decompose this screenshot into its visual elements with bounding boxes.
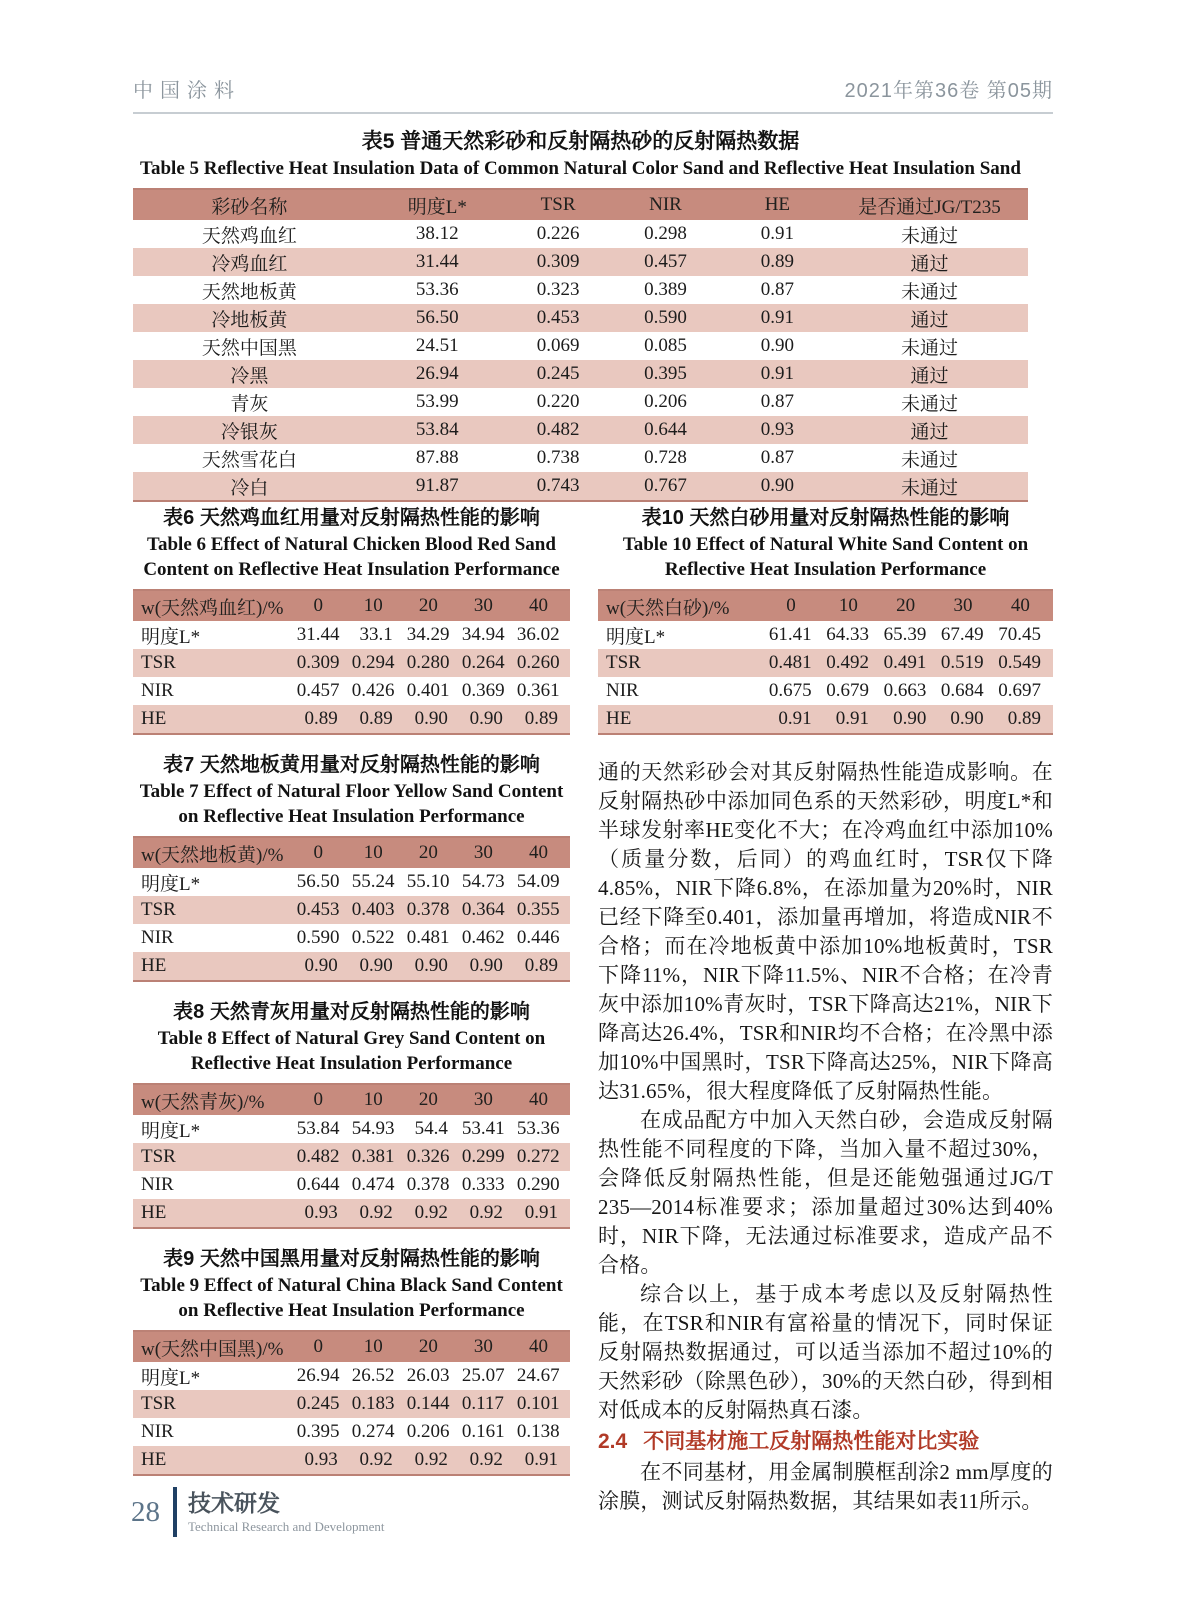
table-cell: 61.41 [768, 624, 812, 645]
column-header: 10 [350, 590, 405, 621]
table-header-row [598, 590, 1053, 621]
table-cell: 53.36 [516, 1118, 560, 1139]
table-row [133, 1390, 570, 1418]
table-cell: 0.264 [460, 649, 515, 677]
column-header: NIR [607, 189, 723, 220]
table-cell: 0.679 [826, 680, 869, 701]
column-header: 40 [515, 1084, 570, 1115]
table-cell: 天然雪花白 [201, 449, 297, 471]
table-cell: 0.663 [883, 680, 927, 701]
table7-section [133, 752, 570, 982]
table-cell: 36.02 [516, 624, 560, 645]
column-header: w(天然青灰)/% [133, 1084, 295, 1115]
table-cell: 0.457 [296, 680, 340, 701]
table-cell: 冷银灰 [133, 416, 366, 444]
table-cell: 0.426 [351, 680, 395, 701]
table-cell: 0.381 [350, 1143, 405, 1171]
table-cell: 0.220 [536, 391, 580, 412]
table-row [133, 649, 570, 677]
table-cell: 0.684 [940, 680, 984, 701]
column-header: w(天然地板黄)/% [133, 837, 295, 868]
table-row [133, 332, 1028, 360]
page-number: 28 [131, 1495, 160, 1528]
table-cell: HE [133, 952, 295, 981]
table-cell: 26.52 [351, 1365, 395, 1386]
table-cell: 0.644 [296, 1174, 340, 1195]
table-cell: 明度L* [606, 626, 666, 648]
table-cell: 87.88 [415, 447, 459, 468]
table-cell: 0.481 [766, 649, 823, 677]
table-cell: 26.94 [296, 1365, 340, 1386]
table-cell: 53.84 [296, 1118, 340, 1139]
table-cell: 天然中国黑 [201, 337, 297, 359]
paragraph: 在不同基材，用金属制膜框刮涂2 mm厚度的涂膜，测试反射隔热数据，其结果如表11所示。 [598, 1460, 1053, 1513]
table-cell: 0.481 [406, 927, 450, 948]
column-header: 0 [295, 1084, 350, 1115]
table-row [598, 621, 1053, 649]
table-cell: 通过 [831, 248, 1028, 276]
table10-title-en: Table 10 Effect of Natural White Sand Content on Reflective Heat Insulation Performance [622, 534, 1029, 580]
table-cell: HE [598, 705, 766, 734]
column-header: 30 [460, 1331, 515, 1362]
table-cell: 0.89 [295, 705, 350, 734]
table-cell: 0.91 [760, 223, 794, 244]
table-cell: 0.91 [724, 360, 831, 388]
column-header: 30 [460, 590, 515, 621]
table-cell: 34.94 [461, 624, 505, 645]
table-cell: 0.549 [996, 649, 1053, 677]
table-cell: 0.323 [536, 279, 580, 300]
table-cell: 0.743 [509, 472, 607, 501]
table-cell: 0.90 [295, 952, 350, 981]
table-cell: 冷地板黄 [133, 304, 366, 332]
table-cell: 0.364 [460, 896, 515, 924]
table-cell: 0.89 [724, 248, 831, 276]
table-cell: 0.90 [760, 335, 794, 356]
table-cell: HE [133, 1199, 295, 1228]
table-cell: 通过 [831, 360, 1028, 388]
table9-title-en: Table 9 Effect of Natural China Black Sand Content on Reflective Heat Insulation Performance [140, 1275, 563, 1321]
table-cell: 24.67 [516, 1365, 560, 1386]
table-cell: HE [133, 705, 295, 734]
table-cell: 53.41 [461, 1118, 505, 1139]
table-row [133, 1143, 570, 1171]
table-cell: 天然鸡血红 [201, 225, 297, 247]
table-row [133, 1418, 570, 1446]
column-header: 20 [405, 1331, 460, 1362]
table-cell: 天然地板黄 [201, 281, 297, 303]
table-cell: 0.290 [516, 1174, 560, 1195]
table-cell: 未通过 [901, 393, 959, 415]
journal-name: 中国涂料 [133, 80, 241, 102]
column-header: 20 [405, 1084, 460, 1115]
table-cell: 0.93 [295, 1199, 350, 1228]
table-cell: 53.36 [415, 279, 459, 300]
table-cell: 0.355 [515, 896, 570, 924]
table-cell: 0.91 [824, 705, 881, 734]
table-cell: 0.482 [295, 1143, 350, 1171]
table-cell: TSR [133, 896, 295, 924]
table-cell: 0.90 [460, 952, 515, 981]
table-cell: 0.309 [509, 248, 607, 276]
table-cell: 0.675 [768, 680, 812, 701]
table-header-row [133, 189, 1028, 220]
article-body [598, 758, 1053, 1516]
table-cell: 0.92 [405, 1446, 460, 1475]
table-cell: 0.87 [760, 447, 794, 468]
table-row [133, 677, 570, 705]
table-cell: 55.24 [351, 871, 395, 892]
table-cell: 31.44 [366, 248, 509, 276]
table-row [133, 248, 1028, 276]
table-cell: 54.09 [516, 871, 560, 892]
column-header: 20 [405, 590, 460, 621]
table-cell: 55.10 [406, 871, 450, 892]
table-cell: 0.89 [350, 705, 405, 734]
issue-info: 2021年第36卷 第05期 [844, 80, 1053, 102]
table8-title-zh: 表8 天然青灰用量对反射隔热性能的影响 [173, 1001, 530, 1023]
column-header: 40 [515, 837, 570, 868]
table-cell: 0.361 [516, 680, 560, 701]
table-cell: 0.206 [406, 1421, 450, 1442]
column-header: 0 [295, 590, 350, 621]
table-cell: 0.378 [406, 1174, 450, 1195]
column-header: 0 [295, 1331, 350, 1362]
table-cell: 0.90 [405, 952, 460, 981]
table9-section [133, 1246, 570, 1476]
table-cell: TSR [598, 649, 766, 677]
column-header: 30 [938, 590, 995, 621]
table-cell: 0.92 [405, 1199, 460, 1228]
table-cell: 0.90 [350, 952, 405, 981]
table-cell: 53.84 [366, 416, 509, 444]
table-cell: 0.89 [515, 952, 570, 981]
column-header: 彩砂名称 [133, 189, 366, 220]
table-cell: 未通过 [901, 225, 959, 247]
table-cell: 冷白 [133, 472, 366, 501]
table-cell: NIR [606, 680, 639, 701]
table-cell: 0.206 [644, 391, 687, 412]
section-number: 2.4 [598, 1430, 628, 1453]
column-header: 10 [350, 1331, 405, 1362]
column-header: HE [724, 189, 831, 220]
table-cell: 65.39 [883, 624, 927, 645]
column-header: w(天然鸡血红)/% [133, 590, 295, 621]
table-cell: 0.226 [536, 223, 580, 244]
table-cell: 0.274 [351, 1421, 395, 1442]
column-header: 10 [824, 590, 881, 621]
table-cell: 0.117 [460, 1390, 515, 1418]
table-cell: 0.90 [460, 705, 515, 734]
table-cell: 0.395 [296, 1421, 340, 1442]
table-cell: 70.45 [998, 624, 1041, 645]
table-cell: 通过 [831, 304, 1028, 332]
table-header-row [133, 1331, 570, 1362]
table-cell: 0.245 [295, 1390, 350, 1418]
column-header: TSR [509, 189, 607, 220]
table-row [133, 952, 570, 981]
table-row [133, 220, 1028, 248]
table-row [133, 276, 1028, 304]
column-header: 40 [515, 590, 570, 621]
section-heading [598, 1426, 1053, 1457]
table-cell: 0.90 [881, 705, 938, 734]
column-header: 20 [881, 590, 938, 621]
table-cell: 0.767 [607, 472, 723, 501]
table-cell: 0.294 [350, 649, 405, 677]
table-cell: 56.50 [366, 304, 509, 332]
table-cell: 0.326 [405, 1143, 460, 1171]
column-header: 20 [405, 837, 460, 868]
table-cell: 0.161 [461, 1421, 505, 1442]
table9-title-zh: 表9 天然中国黑用量对反射隔热性能的影响 [163, 1248, 540, 1270]
table-cell: TSR [133, 1390, 295, 1418]
table10-title-zh: 表10 天然白砂用量对反射隔热性能的影响 [641, 507, 1010, 529]
page-footer [131, 1487, 385, 1537]
table-row [133, 1171, 570, 1199]
table-cell: 31.44 [296, 624, 340, 645]
table-cell: 54.73 [461, 871, 505, 892]
table-cell: 0.522 [351, 927, 395, 948]
table-cell: 56.50 [296, 871, 340, 892]
table-cell: 0.272 [515, 1143, 570, 1171]
table-cell: 0.299 [460, 1143, 515, 1171]
column-header: w(天然白砂)/% [598, 590, 766, 621]
table-cell: TSR [133, 649, 295, 677]
table-cell: 青灰 [230, 393, 269, 415]
column-header: 0 [295, 837, 350, 868]
table-row [133, 924, 570, 952]
table-cell: 0.590 [296, 927, 340, 948]
table8 [133, 1083, 570, 1229]
table5-section [133, 128, 1028, 502]
table-cell: 0.401 [406, 680, 450, 701]
column-header: 30 [460, 1084, 515, 1115]
table5-title-en: Table 5 Reflective Heat Insulation Data of Common Natural Color Sand and Reflective Heat Insulation Sand [140, 158, 1021, 179]
column-header: 10 [350, 1084, 405, 1115]
table8-section [133, 999, 570, 1229]
table-cell: 0.92 [350, 1199, 405, 1228]
table-cell: 未通过 [901, 449, 959, 471]
table-cell: 0.069 [536, 335, 580, 356]
table-row [133, 1199, 570, 1228]
column-header: 10 [350, 837, 405, 868]
table-cell: 0.453 [509, 304, 607, 332]
table-cell: 0.491 [881, 649, 938, 677]
table-cell: 0.728 [644, 447, 687, 468]
table6-section [133, 505, 570, 735]
table-cell: 67.49 [940, 624, 984, 645]
running-head [133, 74, 1053, 114]
table-cell: 0.457 [607, 248, 723, 276]
table-cell: 明度L* [141, 1120, 201, 1142]
table-cell: 0.90 [724, 472, 831, 501]
table-cell: 0.738 [536, 447, 580, 468]
table-cell: 0.245 [509, 360, 607, 388]
table-cell: 24.51 [415, 335, 459, 356]
table-cell: 0.590 [607, 304, 723, 332]
table-row [133, 705, 570, 734]
table-cell: 冷鸡血红 [133, 248, 366, 276]
table-header-row [133, 590, 570, 621]
paragraph: 通的天然彩砂会对其反射隔热性能造成影响。在反射隔热砂中添加同色系的天然彩砂，明度L*和半球发射率HE变化不大；在冷鸡血红中添加10%（质量分数，后同）的鸡血红时，TSR仅下降4.85%，NIR下降6.8%，在添加量为20%时，NIR已经下降至0.401，添加量再增加，将造成NIR不合格；而在冷地板黄中添加10%地板黄时，TSR下降11%，NIR下降11.5%、NIR不合格；在冷青灰中添加10%青灰时，TSR下降高达21%，NIR下降高达26.4%，TSR和NIR均不合格；在冷黑中添加10%中国黑时，TSR下降高达25%，NIR下降高达31.65%，很大程度降低了反射隔热性能。 [598, 760, 1053, 1103]
table-cell: 0.90 [938, 705, 995, 734]
column-header: 40 [515, 1331, 570, 1362]
table-cell: 0.462 [461, 927, 505, 948]
table5-title-zh: 表5 普通天然彩砂和反射隔热砂的反射隔热数据 [361, 130, 800, 153]
table-cell: NIR [141, 680, 174, 701]
table-cell: 0.93 [724, 416, 831, 444]
table-cell: 0.92 [460, 1199, 515, 1228]
table-cell: 明度L* [141, 626, 201, 648]
table-cell: 0.90 [405, 705, 460, 734]
table10-section [598, 505, 1053, 735]
table-cell: 0.89 [515, 705, 570, 734]
table-cell: 0.333 [461, 1174, 505, 1195]
table-cell: 0.369 [461, 680, 505, 701]
column-header: 是否通过JG/T235 [831, 189, 1028, 220]
table-row [133, 444, 1028, 472]
table7 [133, 836, 570, 982]
table-cell: 0.298 [644, 223, 687, 244]
footer-section-zh: 技术研发 [188, 1489, 280, 1516]
table-cell: 冷黑 [133, 360, 366, 388]
table-cell: 0.453 [295, 896, 350, 924]
table-row [133, 1115, 570, 1143]
column-header: w(天然中国黑)/% [133, 1331, 295, 1362]
footer-accent-bar [173, 1487, 177, 1537]
table-row [598, 705, 1053, 734]
table-cell: 0.92 [460, 1446, 515, 1475]
table-cell: 0.144 [405, 1390, 460, 1418]
table-cell: 0.403 [350, 896, 405, 924]
table-cell: 0.309 [295, 649, 350, 677]
table-cell: 54.93 [351, 1118, 395, 1139]
table-header-row [133, 837, 570, 868]
table-cell: 0.085 [644, 335, 687, 356]
table-cell: 明度L* [141, 1367, 201, 1389]
table-cell: 0.260 [515, 649, 570, 677]
table-cell: 明度L* [141, 873, 201, 895]
table-cell: 0.378 [405, 896, 460, 924]
table-cell: 0.519 [938, 649, 995, 677]
table-cell: 64.33 [826, 624, 869, 645]
table-header-row [133, 1084, 570, 1115]
table-cell: TSR [133, 1143, 295, 1171]
table6-title-en: Table 6 Effect of Natural Chicken Blood Red Sand Content on Reflective Heat Insulation Performance [143, 534, 560, 580]
table-row [133, 868, 570, 896]
table-cell: 0.474 [351, 1174, 395, 1195]
table-cell: 0.101 [515, 1390, 570, 1418]
table-cell: 0.389 [644, 279, 687, 300]
table-row [133, 416, 1028, 444]
table-row [133, 472, 1028, 501]
table-cell: 25.07 [461, 1365, 505, 1386]
table-row [133, 621, 570, 649]
table-cell: 未通过 [901, 337, 959, 359]
table-row [133, 360, 1028, 388]
table-cell: 0.280 [405, 649, 460, 677]
table-cell: 53.99 [415, 391, 459, 412]
table-cell: 34.29 [406, 624, 450, 645]
table-cell: 0.91 [766, 705, 823, 734]
table-cell: 0.89 [996, 705, 1053, 734]
table-row [598, 649, 1053, 677]
table6 [133, 589, 570, 735]
left-column [133, 505, 570, 1493]
table-cell: 未通过 [901, 281, 959, 303]
table-cell: 0.92 [350, 1446, 405, 1475]
table-row [133, 304, 1028, 332]
table6-title-zh: 表6 天然鸡血红用量对反射隔热性能的影响 [163, 507, 540, 529]
paragraph: 在成品配方中加入天然白砂，会造成反射隔热性能不同程度的下降，当加入量不超过30%，会降低反射隔热性能，但是还能勉强通过JG/T 235—2014标准要求；添加量超过30%达到40%时，NIR下降，无法通过标准要求，造成产品不合格。 [598, 1108, 1053, 1277]
table-cell: NIR [141, 1421, 174, 1442]
table-cell: 通过 [831, 416, 1028, 444]
table-cell: 0.91 [515, 1199, 570, 1228]
table-cell: 0.482 [509, 416, 607, 444]
table-cell: 0.492 [824, 649, 881, 677]
table-cell: 54.4 [414, 1118, 448, 1139]
table-row [133, 1362, 570, 1390]
table-cell: 0.395 [607, 360, 723, 388]
table-cell: 0.697 [998, 680, 1041, 701]
footer-labels [188, 1487, 385, 1537]
table-row [133, 896, 570, 924]
column-header: 明度L* [366, 189, 509, 220]
right-column [598, 505, 1053, 1516]
paragraph: 综合以上，基于成本考虑以及反射隔热性能，在TSR和NIR有富裕量的情况下，同时保证反射隔热数据通过，可以适当添加不超过10%的天然彩砂（除黑色砂），30%的天然白砂，得到相对低成本的反射隔热真石漆。 [598, 1282, 1053, 1422]
table-cell: NIR [141, 927, 174, 948]
table-cell: 0.93 [295, 1446, 350, 1475]
table-cell: 0.183 [350, 1390, 405, 1418]
table7-title-zh: 表7 天然地板黄用量对反射隔热性能的影响 [163, 754, 540, 776]
table-cell: 0.87 [760, 391, 794, 412]
table-cell: 91.87 [366, 472, 509, 501]
table-cell: NIR [141, 1174, 174, 1195]
column-header: 40 [996, 590, 1053, 621]
footer-section-en: Technical Research and Development [188, 1518, 385, 1534]
table-row [133, 1446, 570, 1475]
table-cell: 0.87 [760, 279, 794, 300]
table-row [133, 388, 1028, 416]
table-cell: 0.138 [516, 1421, 560, 1442]
column-header: 0 [766, 590, 823, 621]
table8-title-en: Table 8 Effect of Natural Grey Sand Content on Reflective Heat Insulation Performance [157, 1028, 546, 1074]
table7-title-en: Table 7 Effect of Natural Floor Yellow Sand Content on Reflective Heat Insulation Performance [139, 781, 564, 827]
table-cell: 0.91 [724, 304, 831, 332]
table-cell: 0.644 [607, 416, 723, 444]
table9 [133, 1330, 570, 1476]
table-row [598, 677, 1053, 705]
table-cell: 0.91 [515, 1446, 570, 1475]
table-cell: 未通过 [831, 472, 1028, 501]
section-title: 不同基材施工反射隔热性能对比实验 [643, 1430, 980, 1453]
table-cell: HE [133, 1446, 295, 1475]
table-cell: 26.94 [366, 360, 509, 388]
table-cell: 33.1 [359, 624, 393, 645]
table-cell: 38.12 [415, 223, 459, 244]
column-header: 30 [460, 837, 515, 868]
table-cell: 26.03 [406, 1365, 450, 1386]
table-cell: 0.446 [516, 927, 560, 948]
table5 [133, 188, 1028, 502]
table10 [598, 589, 1053, 735]
